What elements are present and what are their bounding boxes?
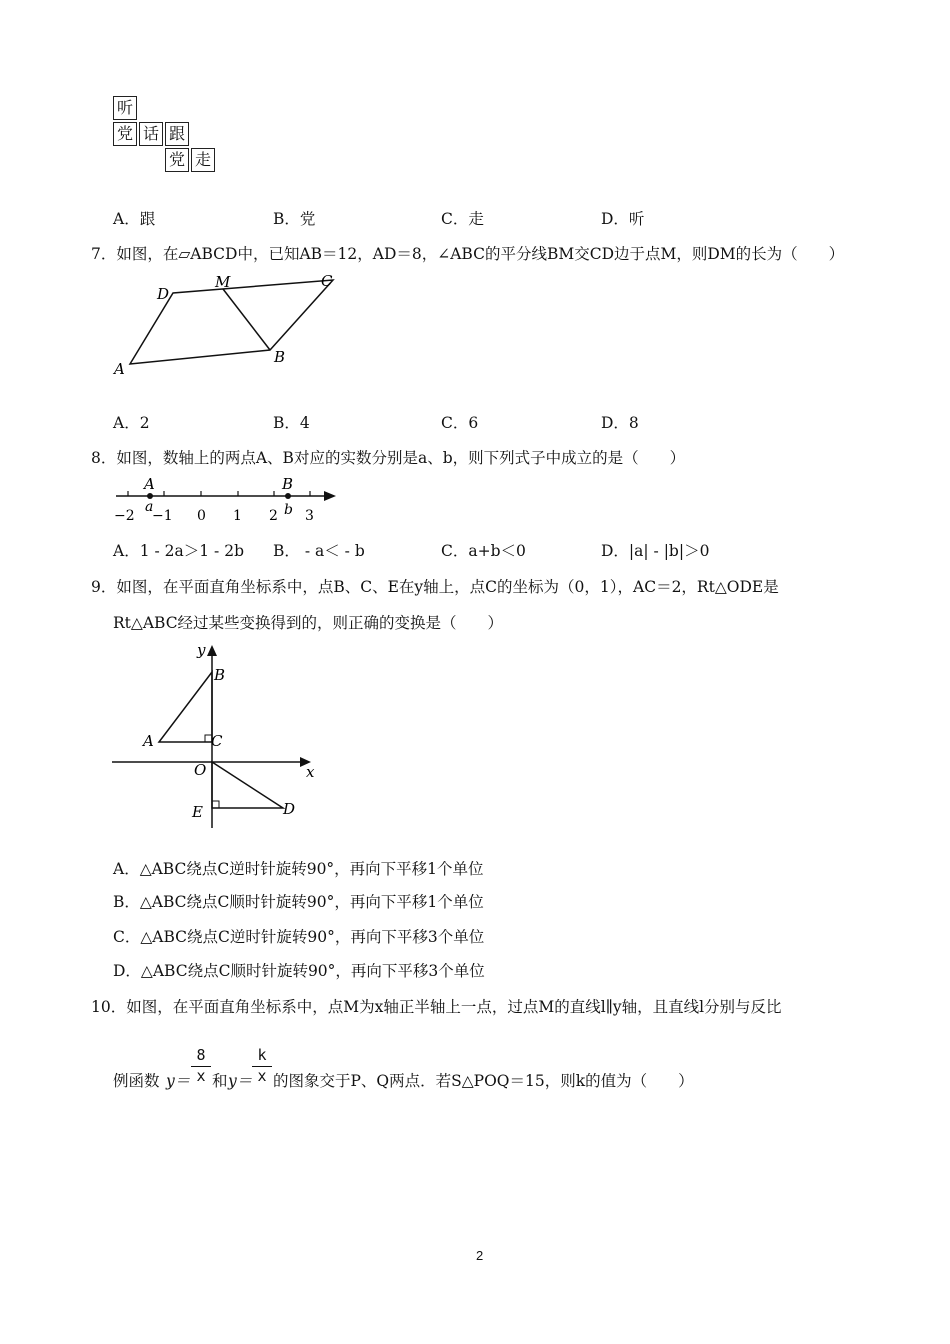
q10-y-eq-2: y＝ [228,1072,253,1090]
tick-label: 3 [305,508,314,524]
q8-option-c: C．a+b＜0 [441,542,526,560]
label-d: D [157,285,170,303]
net-cell: 党 [113,122,137,146]
axis-arrow [324,491,336,501]
q7-option-a: A．2 [113,414,150,432]
label-c: C [321,272,333,290]
q9-stem-line1: 9．如图，在平面直角坐标系中，点B、C、E在y轴上，点C的坐标为（0，1），AC＝2，Rt△ODE是 [91,578,779,596]
q9-option-d: D．△ABC绕点C顺时针旋转90°，再向下平移3个单位 [113,962,485,980]
tick-label: 0 [197,508,206,524]
label-b: B [274,348,286,366]
q10-y-eq-1: y＝ [166,1072,191,1090]
label-a: A [114,360,125,378]
label-y: y [197,641,206,659]
q7-option-d: D．8 [601,414,639,432]
q7-stem: 7．如图，在▱ABCD中，已知AB＝12，AD＝8，∠ABC的平分线BM交CD边于点M，则DM的长为（ ） [91,245,845,263]
q7-parallelogram-figure [105,268,345,383]
net-cell: 走 [191,148,215,172]
q9-option-c: C．△ABC绕点C逆时针旋转90°，再向下平移3个单位 [113,928,485,946]
triangle-ode [212,762,283,808]
tick-label: 2 [269,508,278,524]
fraction-denominator: x [257,1067,267,1085]
net-cell: 党 [165,148,189,172]
label-point-b: B [282,475,294,493]
fraction-8-over-x [191,1044,211,1085]
q6-option-b: B．党 [273,210,316,228]
label-e: E [192,803,203,821]
tick-label: −2 [114,508,135,524]
fraction-k-over-x [252,1044,272,1085]
label-d: D [283,800,296,818]
fraction-denominator: x [196,1067,206,1085]
q6-option-d: D．听 [601,210,645,228]
tick-label: 1 [233,508,242,524]
label-m: M [215,273,231,291]
fraction-numerator: 8 [191,1044,211,1067]
fraction-numerator: k [252,1044,272,1067]
q10-and: 和 [212,1072,228,1090]
q9-option-b: B．△ABC绕点C顺时针旋转90°，再向下平移1个单位 [113,893,484,911]
q10-line2-pre: 例函数 [113,1072,160,1090]
q9-coordinate-figure [108,640,328,830]
q6-option-c: C．走 [441,210,484,228]
label-point-a: A [144,475,155,493]
bisector-bm [223,289,270,350]
net-cell: 听 [113,96,137,120]
q8-option-d: D．|a| - |b|＞0 [601,542,710,560]
y-axis-arrow [207,645,217,656]
q7-option-c: C．6 [441,414,479,432]
net-cell: 话 [139,122,163,146]
label-x: x [306,763,315,781]
q9-stem-line2: Rt△ABC经过某些变换得到的，则正确的变换是（ ） [113,614,504,632]
q10-line2-post: 的图象交于P、Q两点．若S△POQ＝15，则k的值为（ ） [273,1072,694,1090]
q10-stem-line1: 10．如图，在平面直角坐标系中，点M为x轴正半轴上一点，过点M的直线l∥y轴，且直线l分别与反比 [91,998,782,1016]
q6-option-a: A．跟 [113,210,156,228]
tick-label: −1 [152,508,173,524]
page-number: 2 [476,1248,484,1263]
q9-option-a: A．△ABC绕点C逆时针旋转90°，再向下平移1个单位 [113,860,484,878]
q8-option-b: B． - a＜ - b [273,542,365,560]
label-b-value: b [284,502,293,518]
label-a: A [143,732,154,750]
q8-stem: 8．如图，数轴上的两点A、B对应的实数分别是a、b，则下列式子中成立的是（ ） [91,449,686,467]
label-b: B [214,666,226,684]
label-o: O [194,761,207,779]
net-cell: 跟 [165,122,189,146]
q8-number-line [108,474,348,526]
label-c: C [211,732,223,750]
q7-option-b: B．4 [273,414,310,432]
triangle-abc [159,672,212,742]
right-angle-e [212,801,219,808]
q8-option-a: A．1 - 2a＞1 - 2b [113,542,244,560]
point-b-dot [285,493,291,499]
label-a-value: a [145,499,154,515]
